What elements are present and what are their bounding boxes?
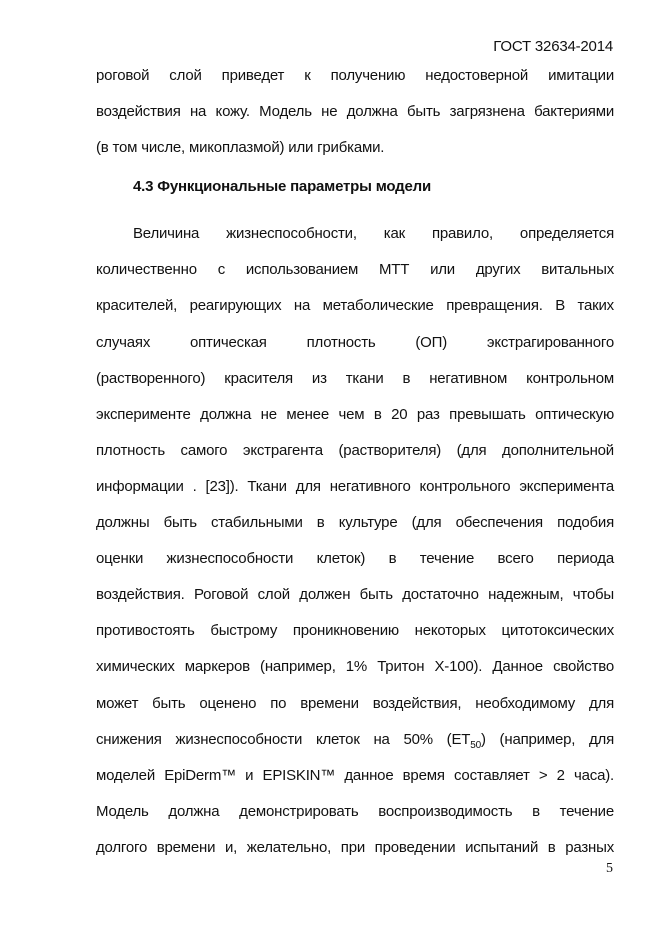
et50-subscript: 50 — [470, 739, 481, 751]
paragraph-continuation — [96, 58, 614, 166]
text-line: химических маркеров (например, 1% Тритон Х-100). Данное свойство — [96, 658, 614, 676]
paragraph-main — [96, 216, 614, 866]
text-line: противостоять быстрому проникновению некоторых цитотоксических — [96, 622, 614, 640]
document-header: ГОСТ 32634-2014 — [493, 38, 613, 55]
text-line: плотность самого экстрагента (растворителя) (для дополнительной — [96, 441, 614, 459]
text-line: количественно с использованием МТТ или других витальных — [96, 261, 614, 279]
page-number: 5 — [606, 861, 613, 876]
text-line: Модель должна демонстрировать воспроизводимость в течение — [96, 802, 614, 820]
text-line: эксперименте должна не менее чем в 20 раз превышать оптическую — [96, 405, 614, 423]
text-line-et50 — [96, 722, 614, 758]
et50-after: ) (например, для — [480, 730, 615, 748]
text-line: Величина жизнеспособности, как правило, определяется — [133, 225, 614, 243]
et50-before: снижения жизнеспособности клеток на 50% (ET — [96, 730, 471, 748]
text-line: красителей, реагирующих на метаболические превращения. В таких — [96, 297, 614, 315]
text-line: информации . [23]). Ткани для негативного контрольного эксперимента — [96, 477, 614, 495]
page-body — [96, 58, 614, 866]
section-heading: 4.3 Функциональные параметры модели — [133, 178, 431, 196]
text-line: может быть оценено по времени воздействия, необходимому для — [96, 694, 614, 712]
text-line: моделей EpiDerm™ и EPISKIN™ данное время составляет > 2 часа). — [96, 766, 614, 784]
text-line: оценки жизнеспособности клеток) в течение всего периода — [96, 550, 614, 568]
spacer — [96, 208, 614, 216]
text-line: долгого времени и, желательно, при проведении испытаний в разных — [96, 838, 614, 856]
text-line: роговой слой приведет к получению недостоверной имитации — [96, 67, 614, 84]
text-line: случаях оптическая плотность (ОП) экстрагированного — [96, 333, 614, 351]
text-line: должны быть стабильными в культуре (для обеспечения подобия — [96, 514, 614, 532]
text-line: воздействия на кожу. Модель не должна быть загрязнена бактериями — [96, 103, 614, 121]
text-line: (растворенного) красителя из ткани в негативном контрольном — [96, 369, 614, 387]
text-line: (в том числе, микоплазмой) или грибками. — [96, 139, 385, 157]
text-line: воздействия. Роговой слой должен быть достаточно надежным, чтобы — [96, 586, 614, 604]
